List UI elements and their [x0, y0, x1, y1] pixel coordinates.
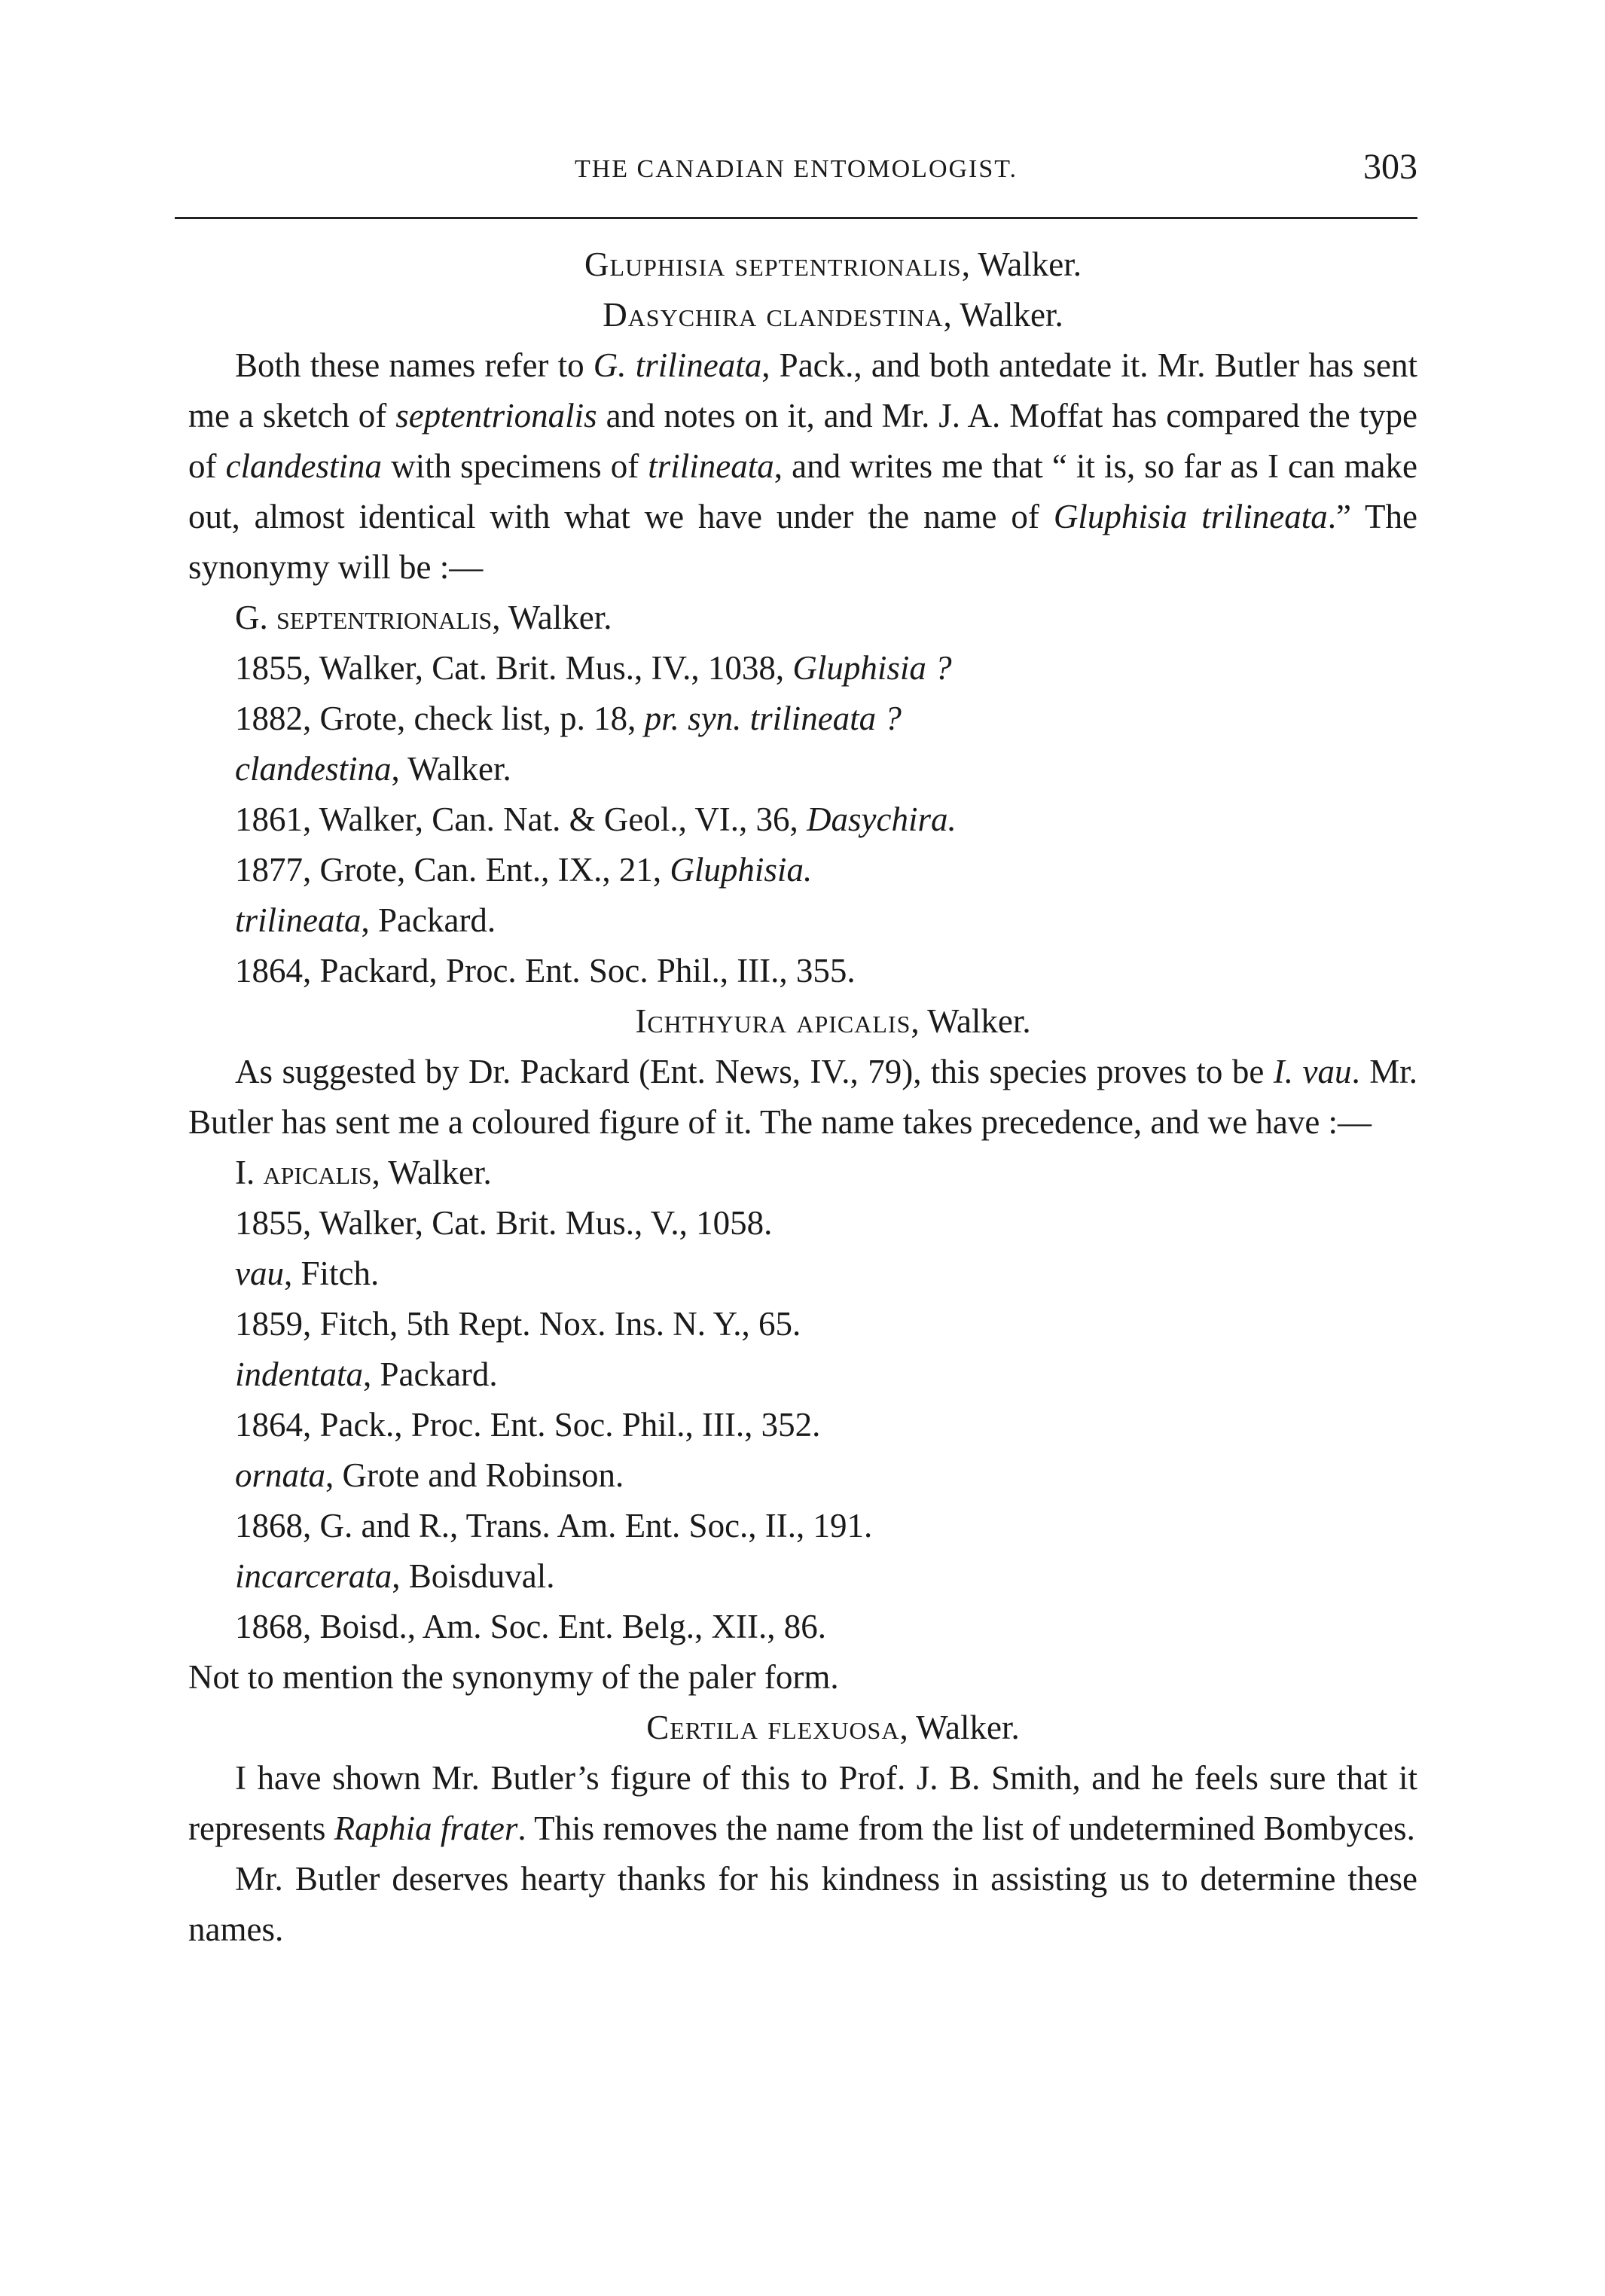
italic-text: vau	[235, 1255, 284, 1292]
text-run: , Walker.	[371, 1154, 492, 1191]
species-heading	[188, 996, 1417, 1047]
page-header	[175, 143, 1417, 203]
synonymy-entry	[188, 1551, 1417, 1602]
text-run: with specimens of	[382, 447, 648, 485]
italic-text: pr. syn. trilineata ?	[644, 700, 902, 737]
text-run: Both these names refer to	[235, 346, 593, 384]
closing-paragraph: Mr. Butler deserves hearty thanks for his kindness in assisting us to determine these names.	[188, 1860, 1417, 1948]
paragraph	[188, 1753, 1417, 1854]
synonymy-entry	[188, 1501, 1417, 1551]
species-name: Dasychira clandestina	[603, 296, 944, 334]
italic-text: clandestina	[225, 447, 383, 485]
text-run: G.	[235, 599, 276, 636]
synonymy-entry	[188, 946, 1417, 996]
text-run: , Walker.	[391, 750, 511, 788]
page-number: 303	[1363, 147, 1417, 187]
section-gluphisia	[188, 239, 1417, 996]
italic-text: trilineata	[235, 901, 362, 939]
synonymy-entry	[188, 1349, 1417, 1400]
italic-text: Raphia frater	[334, 1810, 518, 1847]
text-run: 1855, Walker, Cat. Brit. Mus., V., 1058.	[235, 1204, 773, 1242]
text-run: I have shown Mr. Butler’s figure of this to Prof. J. B. Smith, and he feels sure that it represents	[188, 1759, 1417, 1847]
text-run: , Packard.	[362, 1355, 498, 1393]
text-run: As suggested by Dr. Packard (Ent. News, IV., 79), this species proves to be	[235, 1053, 1274, 1090]
italic-text: I. vau	[1273, 1053, 1352, 1090]
text-run: 1868, Boisd., Am. Soc. Ent. Belg., XII., 86.	[235, 1608, 826, 1645]
italic-text: indentata	[235, 1355, 363, 1393]
species-author: , Walker.	[911, 1002, 1031, 1040]
synonymy-entry	[188, 1198, 1417, 1249]
synonymy-entry	[188, 1249, 1417, 1299]
synonymy-entry	[188, 1299, 1417, 1349]
small-caps-text: septentrionalis	[276, 599, 493, 636]
italic-text: ornata	[235, 1456, 326, 1494]
small-caps-text: apicalis	[263, 1154, 372, 1191]
text-run: . Mr. Butler has sent me a coloured figure of it. The name takes precedence, and we have :—	[188, 1053, 1418, 1141]
text-run: , Boisduval.	[392, 1557, 555, 1595]
synonymy-entry	[188, 593, 1417, 643]
text-run: 1855, Walker, Cat. Brit. Mus., IV., 1038,	[235, 649, 793, 687]
text-run: . This removes the name from the list of undetermined Bombyces.	[517, 1810, 1415, 1847]
species-name: Ichthyura apicalis	[635, 1002, 911, 1040]
text-run: 1868, G. and R., Trans. Am. Ent. Soc., II., 191.	[235, 1507, 873, 1544]
italic-text: clandestina	[235, 750, 392, 788]
synonymy-list	[188, 593, 1417, 996]
header-rule	[175, 217, 1417, 219]
italic-text: trilineata	[648, 447, 774, 485]
synonymy-entry	[188, 1400, 1417, 1450]
text-run: , Grote and Robinson.	[325, 1456, 624, 1494]
closing-line: Not to mention the synonymy of the paler form.	[188, 1658, 839, 1696]
italic-text: Gluphisia.	[670, 851, 813, 889]
synonymy-entry	[188, 895, 1417, 946]
species-name: Certila flexuosa	[646, 1709, 900, 1746]
species-author: , Walker.	[943, 296, 1063, 334]
running-title: THE CANADIAN ENTOMOLOGIST.	[574, 155, 1018, 183]
species-heading	[188, 1703, 1417, 1753]
text-run: , Walker.	[492, 599, 612, 636]
synonymy-entry	[188, 694, 1417, 744]
italic-text: G. trilineata	[593, 346, 762, 384]
paragraph	[188, 340, 1417, 593]
paragraph	[188, 1047, 1417, 1148]
text-run: , Packard.	[361, 901, 496, 939]
text-run: .” The synonymy will be :—	[188, 498, 1418, 586]
species-heading	[188, 239, 1417, 290]
text-run: 1864, Packard, Proc. Ent. Soc. Phil., III., 355.	[235, 952, 856, 989]
text-run: 1861, Walker, Can. Nat. & Geol., VI., 36,	[235, 800, 807, 838]
section-certila	[188, 1703, 1417, 1955]
species-author: , Walker.	[899, 1709, 1020, 1746]
italic-text: Dasychira.	[807, 800, 957, 838]
text-run: 1882, Grote, check list, p. 18,	[235, 700, 645, 737]
synonymy-entry	[188, 643, 1417, 694]
synonymy-entry	[188, 1450, 1417, 1501]
species-author: , Walker.	[961, 245, 1082, 283]
text-run: and notes on it, and Mr. J. A. Moffat has compared the type of	[188, 397, 1417, 485]
italic-text: Gluphisia trilineata	[1053, 498, 1328, 535]
body-text	[188, 239, 1417, 1955]
synonymy-entry	[188, 845, 1417, 895]
section-ichthyura	[188, 996, 1417, 1703]
synonymy-entry	[188, 1148, 1417, 1198]
text-run: I.	[235, 1154, 264, 1191]
italic-text: incarcerata	[235, 1557, 392, 1595]
synonymy-entry	[188, 1602, 1417, 1652]
text-run: 1877, Grote, Can. Ent., IX., 21,	[235, 851, 670, 889]
text-run: 1864, Pack., Proc. Ent. Soc. Phil., III., 352.	[235, 1406, 821, 1444]
synonymy-entry	[188, 744, 1417, 794]
synonymy-entry	[188, 794, 1417, 845]
text-run: 1859, Fitch, 5th Rept. Nox. Ins. N. Y., 65.	[235, 1305, 801, 1343]
text-run: , Fitch.	[283, 1255, 380, 1292]
species-name: Gluphisia septentrionalis	[584, 245, 962, 283]
italic-text: Gluphisia ?	[792, 649, 952, 687]
text-run: , Pack., and both antedate it. Mr. Butler has sent me a sketch of	[188, 346, 1417, 435]
species-heading	[188, 290, 1417, 340]
text-run: , and writes me that “ it is, so far as I can make out, almost identical with what we have under the name of	[188, 447, 1417, 535]
synonymy-list	[188, 1148, 1417, 1652]
italic-text: septentrionalis	[395, 397, 597, 435]
